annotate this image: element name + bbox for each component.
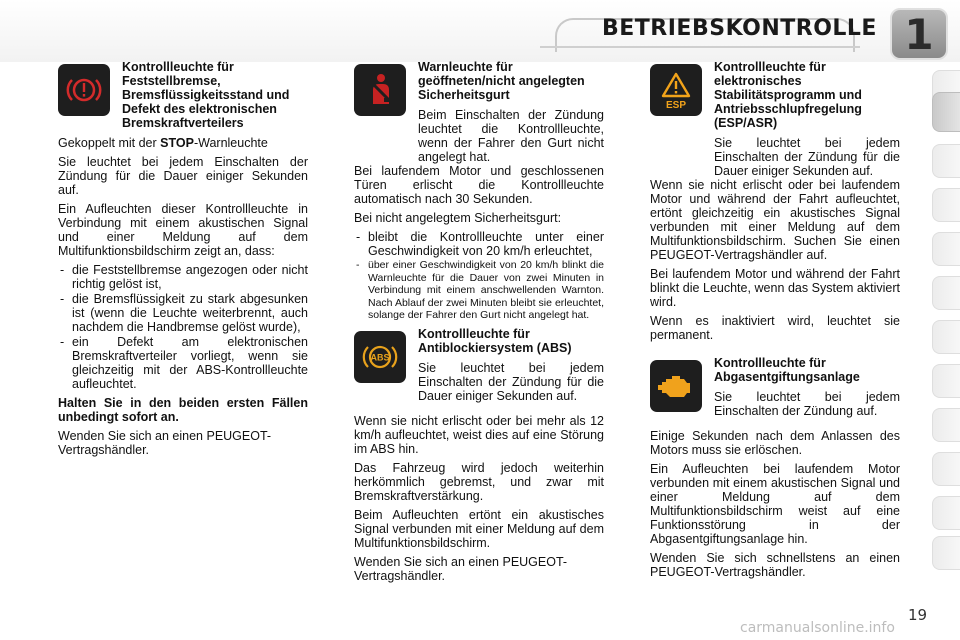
left-column <box>58 60 308 462</box>
chapter-badge <box>890 8 948 60</box>
chapter-tab[interactable] <box>932 364 960 398</box>
esp-section-header <box>650 60 900 178</box>
brake-section-title: Kontrollleuchte für Feststellbremse, Bremsflüssigkeitsstand und Defekt des elektronischen Bremskraftverteilers <box>122 60 290 130</box>
seatbelt-conditions-list <box>354 230 604 322</box>
list-item: - die Bremsflüssigkeit zu stark abgesunken ist (wenn die Leuchte weiterbrennt, auch nachdem die Handbremse gelöst wurde), <box>58 292 308 334</box>
engine-paragraph: Wenden Sie sich schnellstens an einen PEUGEOT-Vertragshändler. <box>650 551 900 579</box>
list-item: - die Feststellbremse angezogen oder nicht richtig gelöst ist, <box>58 263 308 291</box>
brake-paragraph: Sie leuchtet bei jedem Einschalten der Zündung für die Dauer einiger Sekunden auf. <box>58 155 308 197</box>
abs-section-header <box>354 327 604 408</box>
abs-section-title: Kontrollleuchte für Antiblockiersystem (ABS) <box>418 326 572 355</box>
esp-icon-label: ESP <box>665 100 687 110</box>
engine-section-title: Kontrollleuchte für Abgasentgiftungsanlage <box>714 356 860 384</box>
list-item: - bleibt die Kontrollleuchte unter einer Geschwindigkeit von 20 km/h erleuchtet, <box>354 230 604 258</box>
brake-paragraph <box>58 136 308 150</box>
abs-paragraph: Sie leuchtet bei jedem Einschalten der Zündung für die Dauer einiger Sekunden auf. <box>418 360 604 403</box>
chapter-tab[interactable] <box>932 232 960 266</box>
engine-section-header <box>650 356 900 423</box>
list-item: - über einer Geschwindigkeit von 20 km/h blinkt die Warnleuchte für die Dauer von zwei Minuten in Verbindung mit einem anschwellenden Warnton. Nach Ablauf der zwei Minuten bleibt sie erleuchtet, solange der Fahrer den Gurt nicht angelegt hat. <box>354 259 604 322</box>
chapter-tab[interactable] <box>932 496 960 530</box>
watermark: carmanualsonline.info <box>740 620 895 636</box>
brake-warning-icon <box>58 64 110 116</box>
abs-icon-label: ABS <box>370 352 390 362</box>
chapter-tab[interactable] <box>932 276 960 310</box>
chapter-tab[interactable] <box>932 144 960 178</box>
esp-warning-icon <box>650 64 702 116</box>
chapter-tab[interactable] <box>932 188 960 222</box>
brake-warning-text: Halten Sie in den beiden ersten Fällen unbedingt sofort an. <box>58 396 308 424</box>
abs-paragraph: Wenn sie nicht erlischt oder bei mehr als 12 km/h aufleuchtet, weist dies auf eine Störung im ABS hin. <box>354 413 604 456</box>
seatbelt-paragraph: Beim Einschalten der Zündung leuchtet die Kontrollleuchte, wenn der Fahrer den Gurt nicht angelegt hat. <box>418 108 604 164</box>
seatbelt-paragraph: Bei nicht angelegtem Sicherheitsgurt: <box>354 211 562 225</box>
esp-section-title: Kontrollleuchte für elektronisches Stabilitätsprogramm und Antriebsschlupfregelung (ESP/ASR) <box>714 60 862 130</box>
engine-paragraph: Sie leuchtet bei jedem Einschalten der Zündung auf. <box>714 390 900 418</box>
chapter-tab[interactable] <box>932 408 960 442</box>
engine-warning-icon <box>650 360 702 412</box>
abs-paragraph: Wenden Sie sich an einen PEUGEOT-Vertragshändler. <box>354 554 568 583</box>
brake-section-header <box>58 60 308 130</box>
chapter-tab[interactable] <box>932 452 960 486</box>
middle-column <box>354 60 604 588</box>
text: -Warnleuchte <box>193 136 268 150</box>
list-item: - ein Defekt am elektronischen Bremskraftverteiler vorliegt, wenn sie gleichzeitig mit der ABS-Kontrollleuchte aufleuchtet. <box>58 335 308 391</box>
seatbelt-warning-icon <box>354 64 406 116</box>
chapter-tabs <box>932 70 960 570</box>
esp-paragraph: Wenn es inaktiviert wird, leuchtet sie permanent. <box>650 314 900 342</box>
header-line-decoration <box>540 46 860 48</box>
page-number: 19 <box>908 606 928 624</box>
chapter-number: 1 <box>904 9 934 59</box>
page-title: BETRIEBSKONTROLLE <box>602 16 877 41</box>
seatbelt-paragraph: Bei laufendem Motor und geschlossenen Türen erlischt die Kontrollleuchte automatisch nach 30 Sekunden. <box>354 164 604 206</box>
brake-paragraph: Wenden Sie sich an einen PEUGEOT-Vertragshändler. <box>58 429 272 457</box>
abs-paragraph: Beim Aufleuchten ertönt ein akustisches Signal verbunden mit einer Meldung auf dem Multifunktionsbildschirm. <box>354 507 604 550</box>
seatbelt-section-header <box>354 60 604 164</box>
engine-paragraph: Einige Sekunden nach dem Anlassen des Motors muss sie erlöschen. <box>650 429 900 457</box>
brake-conditions-list <box>58 263 308 391</box>
right-column <box>650 60 900 584</box>
engine-paragraph: Ein Aufleuchten bei laufendem Motor verbunden mit einem akustischen Signal und einer Meldung auf dem Multifunktionsbildschirm weist auf eine Funktionsstörung in der Abgasentgiftungsanlage hin. <box>650 462 900 546</box>
brake-paragraph: Ein Aufleuchten dieser Kontrollleuchte in Verbindung mit einem akustischen Signal und einer Meldung auf dem Multifunktionsbildschirm zeigt an, dass: <box>58 202 308 258</box>
seatbelt-section-title: Warnleuchte für geöffneten/nicht angelegten Sicherheitsgurt <box>418 60 585 102</box>
abs-paragraph: Das Fahrzeug wird jedoch weiterhin herkömmlich gebremst, und zwar mit Bremskraftverstärkung. <box>354 460 604 503</box>
esp-paragraph: Wenn sie nicht erlischt oder bei laufendem Motor und während der Fahrt aufleuchtet, ertönt gleichzeitig ein akustisches Signal verbunden mit einer Meldung auf dem Multifunktionsbildschirm. Suchen Sie einen PEUGEOT-Vertragshändler auf. <box>650 178 900 262</box>
text: Gekoppelt mit der <box>58 136 161 150</box>
abs-warning-icon <box>354 331 406 383</box>
chapter-tab-active[interactable] <box>932 92 960 132</box>
esp-paragraph: Bei laufendem Motor und während der Fahrt blinkt die Leuchte, wenn das System aktiviert wird. <box>650 267 900 309</box>
stop-label: STOP <box>160 136 194 150</box>
esp-paragraph: Sie leuchtet bei jedem Einschalten der Zündung für die Dauer einiger Sekunden auf. <box>714 136 900 178</box>
chapter-tab[interactable] <box>932 320 960 354</box>
chapter-tab[interactable] <box>932 536 960 570</box>
